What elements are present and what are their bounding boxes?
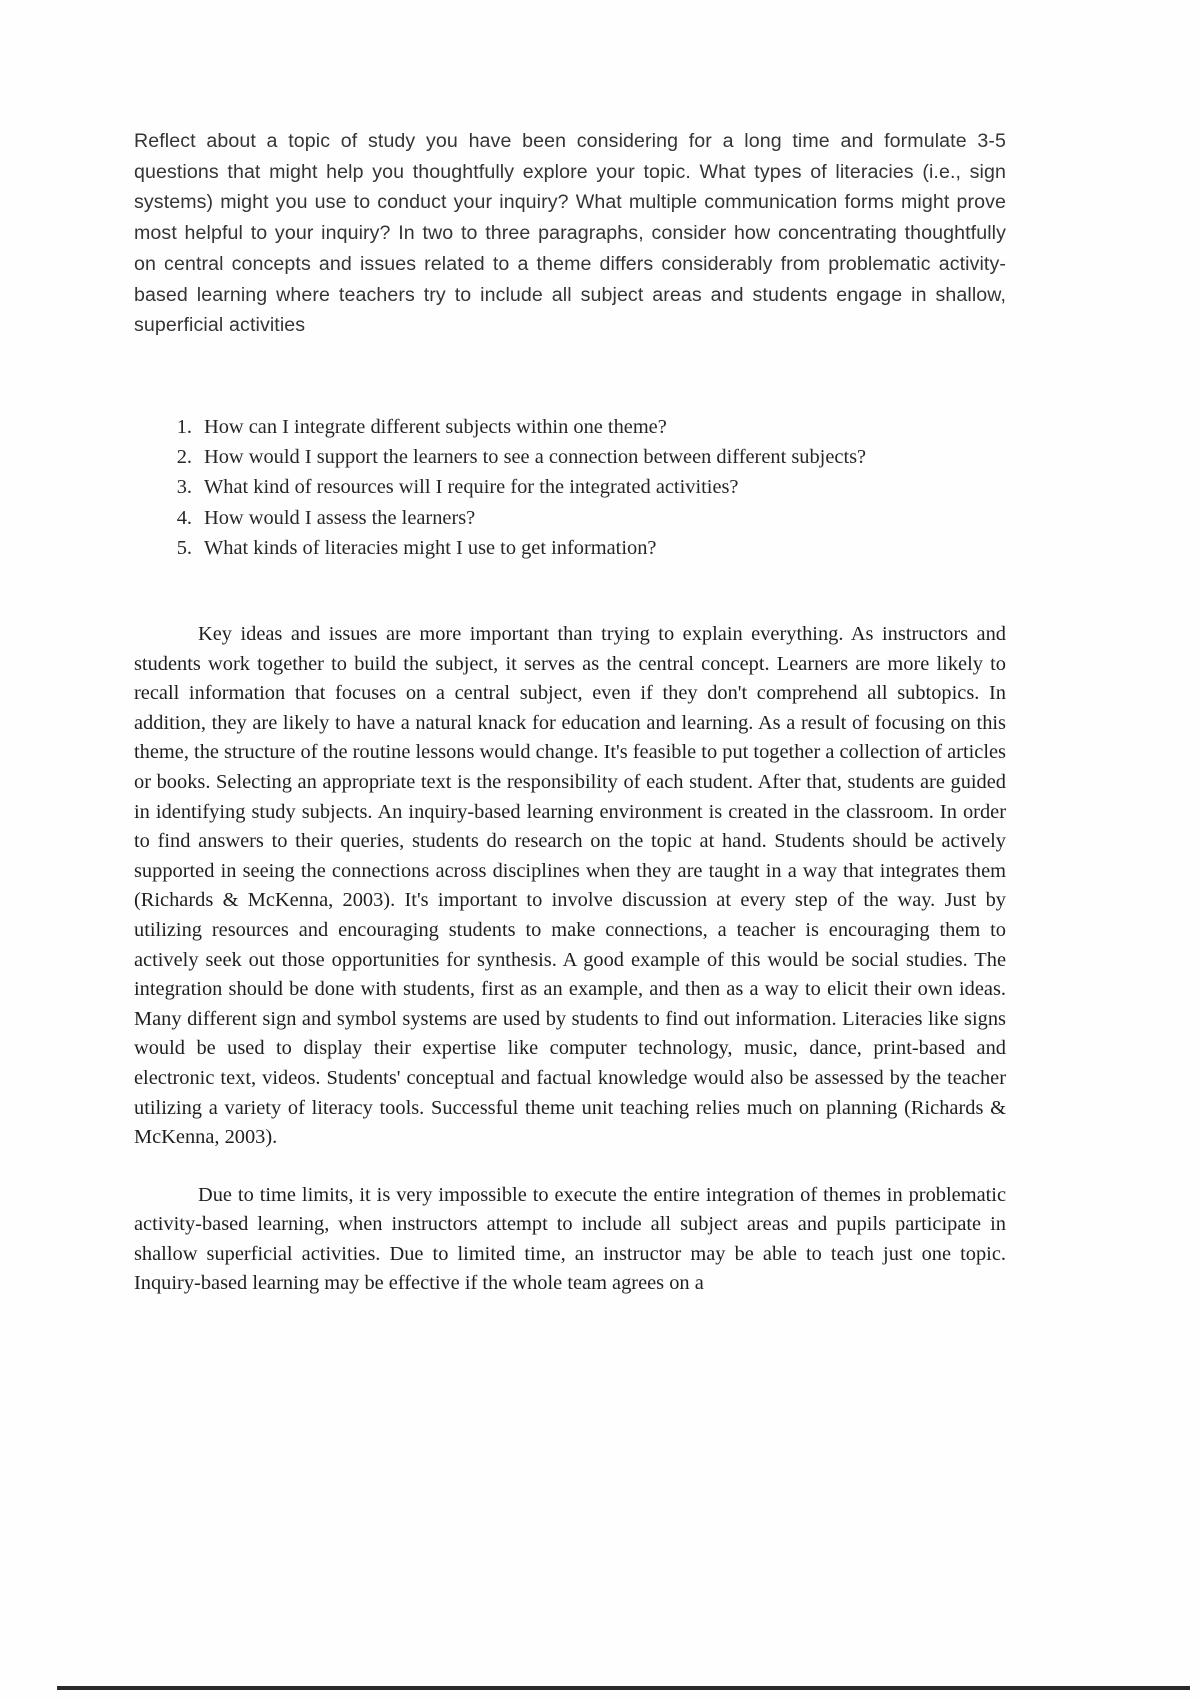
prompt-paragraph: Reflect about a topic of study you have been considering for a long time and formulate 3-5 questions that might help you thoughtfully explore your topic. What types of literacies (i.e., sign systems) might you use to conduct your inquiry? What multiple communication forms might prove most helpful to your inquiry? In two to three paragraphs, consider how concentrating thoughtfully on central concepts and issues related to a theme differs considerably from problematic activity-based learning where teachers try to include all subject areas and students engage in shallow, superficial activities bbox=[134, 130, 1006, 337]
list-item-number: 3. bbox=[176, 476, 192, 499]
list-item-text: How would I support the learners to see a connection between different subjects? bbox=[204, 446, 867, 469]
list-item bbox=[166, 533, 1006, 563]
list-item bbox=[166, 503, 1006, 533]
list-item-text: How would I assess the learners? bbox=[204, 506, 476, 529]
question-list bbox=[166, 412, 1006, 563]
body-paragraph-2: Due to time limits, it is very impossible to execute the entire integration of themes in problematic activity-based learning, when instructors attempt to include all subject areas and pupils participate in shallow superficial activities. Due to limited time, an instructor may be able to teach just one topic. Inquiry-based learning may be effective if the whole team agrees on a bbox=[134, 1183, 1006, 1295]
body-section bbox=[134, 620, 1006, 1299]
list-item-number: 5. bbox=[176, 536, 192, 559]
list-item bbox=[166, 472, 1006, 502]
body-paragraph-1: Key ideas and issues are more important than trying to explain everything. As instructors and students work together to build the subject, it serves as the central concept. Learners are more likely to recall information that focuses on a central subject, even if they don't comprehend all subtopics. In addition, they are likely to have a natural knack for education and learning. As a result of focusing on this theme, the structure of the routine lessons would change. It's feasible to put together a collection of articles or books. Selecting an appropriate text is the responsibility of each student. After that, students are guided in identifying study subjects. An inquiry-based learning environment is created in the classroom. In order to find answers to their queries, students do research on the topic at hand. Students should be actively supported in seeing the connections across disciplines when they are taught in a way that integrates them (Richards & McKenna, 2003). It's important to involve discussion at every step of the way. Just by utilizing resources and encouraging students to make connections, a teacher is encouraging them to actively seek out those opportunities for synthesis. A good example of this would be social studies. The integration should be done with students, first as an example, and then as a way to elicit their own ideas. Many different sign and symbol systems are used by students to find out information. Literacies like signs would be used to display their expertise like computer technology, music, dance, print-based and electronic text, videos. Students' conceptual and factual knowledge would also be assessed by the teacher utilizing a variety of literacy tools. Successful theme unit teaching relies much on planning (Richards & McKenna, 2003). bbox=[134, 623, 1006, 1149]
list-item bbox=[166, 442, 1006, 472]
list-item-text: What kind of resources will I require for the integrated activities? bbox=[204, 476, 739, 499]
list-item-text: How can I integrate different subjects within one theme? bbox=[204, 416, 667, 438]
prompt-section bbox=[134, 126, 1006, 341]
list-item-number: 2. bbox=[176, 446, 192, 469]
list-item bbox=[166, 412, 1006, 442]
list-item-number: 4. bbox=[176, 506, 192, 529]
scan-bottom-edge-rule bbox=[57, 1686, 1190, 1690]
list-item-text: What kinds of literacies might I use to get information? bbox=[204, 536, 657, 559]
list-item-number: 1. bbox=[176, 416, 192, 438]
